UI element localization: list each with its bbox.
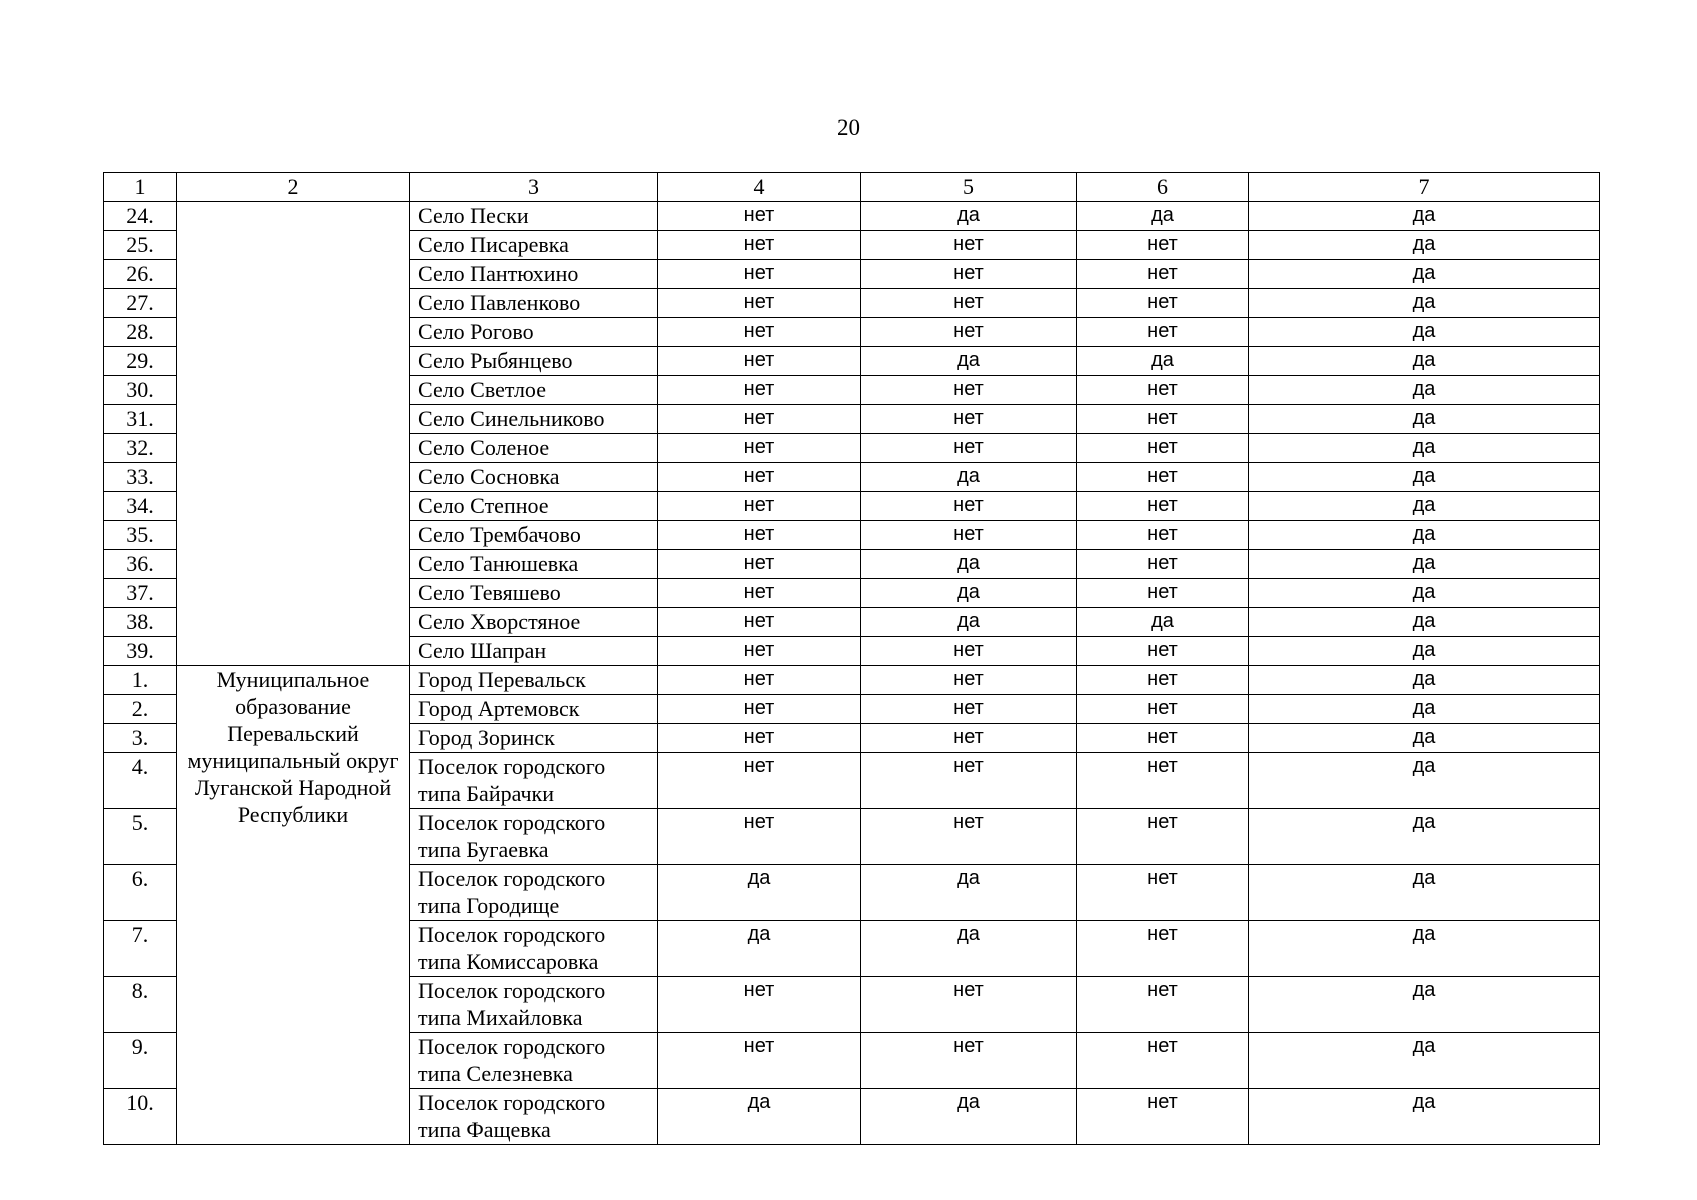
col-7-value: да xyxy=(1249,724,1600,753)
col-5-value: да xyxy=(861,463,1077,492)
col-5-value: нет xyxy=(861,724,1077,753)
settlement-name: Село Тевяшево xyxy=(410,579,658,608)
settlement-name: Село Писаревка xyxy=(410,231,658,260)
col-4-value: нет xyxy=(658,637,861,666)
col-5-value: да xyxy=(861,579,1077,608)
col-4-value: нет xyxy=(658,608,861,637)
col-7-value: да xyxy=(1249,289,1600,318)
col-5-value: да xyxy=(861,921,1077,977)
col-6-value: нет xyxy=(1077,463,1249,492)
settlement-name: Поселок городского типа Фащевка xyxy=(410,1089,658,1145)
row-number: 31. xyxy=(104,405,177,434)
settlement-name: Село Рогово xyxy=(410,318,658,347)
header-col-5: 5 xyxy=(861,173,1077,202)
row-number: 38. xyxy=(104,608,177,637)
settlement-name: Поселок городского типа Байрачки xyxy=(410,753,658,809)
row-number: 32. xyxy=(104,434,177,463)
col-4-value: нет xyxy=(658,347,861,376)
row-number: 37. xyxy=(104,579,177,608)
col-4-value: нет xyxy=(658,231,861,260)
settlement-name: Село Сосновка xyxy=(410,463,658,492)
col-6-value: нет xyxy=(1077,1089,1249,1145)
settlement-name: Село Хворстяное xyxy=(410,608,658,637)
settlement-name: Село Степное xyxy=(410,492,658,521)
settlement-name: Село Пески xyxy=(410,202,658,231)
col-7-value: да xyxy=(1249,405,1600,434)
settlement-name: Город Зоринск xyxy=(410,724,658,753)
row-number: 10. xyxy=(104,1089,177,1145)
row-number: 39. xyxy=(104,637,177,666)
settlement-name: Село Светлое xyxy=(410,376,658,405)
col-7-value: да xyxy=(1249,202,1600,231)
col-6-value: нет xyxy=(1077,289,1249,318)
col-7-value: да xyxy=(1249,1033,1600,1089)
col-5-value: да xyxy=(861,550,1077,579)
col-6-value: нет xyxy=(1077,318,1249,347)
col-7-value: да xyxy=(1249,753,1600,809)
col-5-value: нет xyxy=(861,492,1077,521)
settlement-name: Поселок городского типа Михайловка xyxy=(410,977,658,1033)
col-6-value: нет xyxy=(1077,809,1249,865)
row-number: 3. xyxy=(104,724,177,753)
col-4-value: нет xyxy=(658,463,861,492)
col-4-value: да xyxy=(658,921,861,977)
col-5-value: нет xyxy=(861,695,1077,724)
row-number: 30. xyxy=(104,376,177,405)
col-5-value: нет xyxy=(861,318,1077,347)
col-7-value: да xyxy=(1249,865,1600,921)
row-number: 8. xyxy=(104,977,177,1033)
col-5-value: нет xyxy=(861,1033,1077,1089)
col-4-value: нет xyxy=(658,550,861,579)
settlement-name: Село Павленково xyxy=(410,289,658,318)
col-5-value: нет xyxy=(861,376,1077,405)
col-4-value: нет xyxy=(658,405,861,434)
col-6-value: нет xyxy=(1077,637,1249,666)
col-4-value: нет xyxy=(658,289,861,318)
col-4-value: нет xyxy=(658,260,861,289)
settlements-table xyxy=(103,172,1600,1145)
col-7-value: да xyxy=(1249,809,1600,865)
header-col-6: 6 xyxy=(1077,173,1249,202)
col-5-value: нет xyxy=(861,231,1077,260)
row-number: 36. xyxy=(104,550,177,579)
col-4-value: нет xyxy=(658,1033,861,1089)
settlement-name: Поселок городского типа Комиссаровка xyxy=(410,921,658,977)
col-7-value: да xyxy=(1249,231,1600,260)
settlement-name: Село Пантюхино xyxy=(410,260,658,289)
col-6-value: нет xyxy=(1077,434,1249,463)
col-4-value: нет xyxy=(658,434,861,463)
header-col-4: 4 xyxy=(658,173,861,202)
col-6-value: нет xyxy=(1077,521,1249,550)
col-7-value: да xyxy=(1249,637,1600,666)
col-7-value: да xyxy=(1249,608,1600,637)
col-6-value: да xyxy=(1077,608,1249,637)
col-6-value: нет xyxy=(1077,492,1249,521)
col-6-value: нет xyxy=(1077,376,1249,405)
settlement-name: Город Артемовск xyxy=(410,695,658,724)
row-number: 24. xyxy=(104,202,177,231)
col-5-value: нет xyxy=(861,809,1077,865)
settlement-name: Село Шапран xyxy=(410,637,658,666)
row-number: 9. xyxy=(104,1033,177,1089)
col-7-value: да xyxy=(1249,579,1600,608)
row-number: 26. xyxy=(104,260,177,289)
col-6-value: нет xyxy=(1077,579,1249,608)
col-7-value: да xyxy=(1249,521,1600,550)
row-number: 25. xyxy=(104,231,177,260)
col-7-value: да xyxy=(1249,977,1600,1033)
col-7-value: да xyxy=(1249,434,1600,463)
col-4-value: нет xyxy=(658,753,861,809)
col-6-value: нет xyxy=(1077,977,1249,1033)
col-5-value: да xyxy=(861,1089,1077,1145)
col-5-value: нет xyxy=(861,289,1077,318)
col-4-value: нет xyxy=(658,376,861,405)
col-5-value: нет xyxy=(861,260,1077,289)
header-row xyxy=(104,173,1600,202)
col-5-value: нет xyxy=(861,637,1077,666)
col-6-value: нет xyxy=(1077,405,1249,434)
settlement-name: Село Соленое xyxy=(410,434,658,463)
header-col-3: 3 xyxy=(410,173,658,202)
col-7-value: да xyxy=(1249,463,1600,492)
col-4-value: нет xyxy=(658,695,861,724)
col-5-value: нет xyxy=(861,666,1077,695)
col-6-value: нет xyxy=(1077,1033,1249,1089)
col-4-value: нет xyxy=(658,666,861,695)
row-number: 1. xyxy=(104,666,177,695)
col-7-value: да xyxy=(1249,376,1600,405)
col-5-value: нет xyxy=(861,521,1077,550)
col-7-value: да xyxy=(1249,260,1600,289)
header-col-7: 7 xyxy=(1249,173,1600,202)
row-number: 28. xyxy=(104,318,177,347)
settlement-name: Поселок городского типа Городище xyxy=(410,865,658,921)
col-4-value: нет xyxy=(658,492,861,521)
col-5-value: нет xyxy=(861,405,1077,434)
table-row xyxy=(104,202,1600,231)
col-4-value: нет xyxy=(658,724,861,753)
col-7-value: да xyxy=(1249,1089,1600,1145)
header-col-2: 2 xyxy=(177,173,410,202)
col-7-value: да xyxy=(1249,921,1600,977)
col-6-value: нет xyxy=(1077,724,1249,753)
row-number: 35. xyxy=(104,521,177,550)
municipality-cell: Муниципальное образование Перевальский муниципальный округ Луганской Народной Республики xyxy=(177,666,410,1145)
col-6-value: нет xyxy=(1077,550,1249,579)
col-4-value: нет xyxy=(658,579,861,608)
col-7-value: да xyxy=(1249,492,1600,521)
col-5-value: да xyxy=(861,608,1077,637)
row-number: 7. xyxy=(104,921,177,977)
col-7-value: да xyxy=(1249,318,1600,347)
col-5-value: да xyxy=(861,347,1077,376)
col-6-value: нет xyxy=(1077,231,1249,260)
col-6-value: да xyxy=(1077,347,1249,376)
row-number: 5. xyxy=(104,809,177,865)
page-number: 20 xyxy=(837,115,860,140)
settlement-name: Поселок городского типа Селезневка xyxy=(410,1033,658,1089)
settlement-name: Город Перевальск xyxy=(410,666,658,695)
header-col-1: 1 xyxy=(104,173,177,202)
row-number: 6. xyxy=(104,865,177,921)
settlement-name: Село Рыбянцево xyxy=(410,347,658,376)
col-4-value: нет xyxy=(658,202,861,231)
row-number: 33. xyxy=(104,463,177,492)
col-6-value: нет xyxy=(1077,753,1249,809)
col-6-value: нет xyxy=(1077,260,1249,289)
settlement-name: Поселок городского типа Бугаевка xyxy=(410,809,658,865)
col-4-value: да xyxy=(658,1089,861,1145)
col-4-value: нет xyxy=(658,521,861,550)
col-6-value: нет xyxy=(1077,695,1249,724)
col-7-value: да xyxy=(1249,347,1600,376)
col-4-value: нет xyxy=(658,318,861,347)
settlement-name: Село Синельниково xyxy=(410,405,658,434)
row-number: 34. xyxy=(104,492,177,521)
table-row xyxy=(104,666,1600,695)
row-number: 29. xyxy=(104,347,177,376)
col-7-value: да xyxy=(1249,695,1600,724)
col-7-value: да xyxy=(1249,550,1600,579)
col-7-value: да xyxy=(1249,666,1600,695)
row-number: 4. xyxy=(104,753,177,809)
municipality-cell xyxy=(177,202,410,666)
col-5-value: нет xyxy=(861,753,1077,809)
col-5-value: да xyxy=(861,202,1077,231)
row-number: 27. xyxy=(104,289,177,318)
col-5-value: нет xyxy=(861,434,1077,463)
col-5-value: нет xyxy=(861,977,1077,1033)
col-6-value: да xyxy=(1077,202,1249,231)
col-6-value: нет xyxy=(1077,921,1249,977)
col-6-value: нет xyxy=(1077,865,1249,921)
settlement-name: Село Танюшевка xyxy=(410,550,658,579)
col-4-value: нет xyxy=(658,977,861,1033)
col-4-value: да xyxy=(658,865,861,921)
col-5-value: да xyxy=(861,865,1077,921)
col-4-value: нет xyxy=(658,809,861,865)
row-number: 2. xyxy=(104,695,177,724)
col-6-value: нет xyxy=(1077,666,1249,695)
settlement-name: Село Трембачово xyxy=(410,521,658,550)
